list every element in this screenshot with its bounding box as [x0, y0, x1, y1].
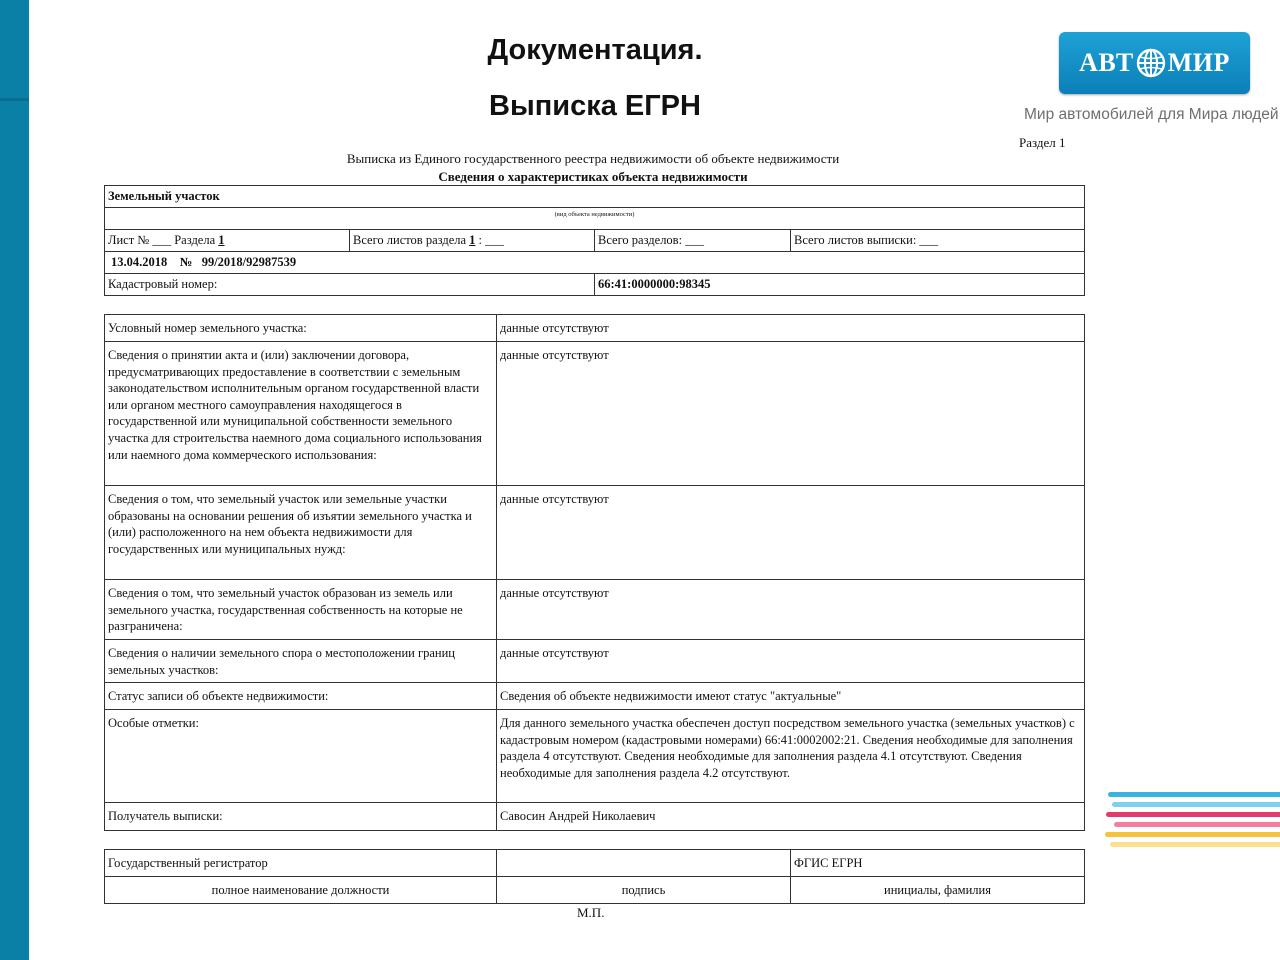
- row-label: Сведения о наличии земельного спора о местоположении границ земельных участков:: [105, 640, 497, 683]
- section-number: 1: [218, 233, 225, 247]
- logo-text-right: МИР: [1167, 48, 1230, 77]
- row-value: Савосин Андрей Николаевич: [497, 803, 1085, 831]
- row-value: данные отсутствуют: [497, 640, 1085, 683]
- total-sheets-section-label: Всего листов раздела: [353, 233, 467, 247]
- row-value: данные отсутствуют: [497, 486, 1085, 580]
- row-label: Получатель выписки:: [105, 803, 497, 831]
- stripe: [1105, 832, 1280, 837]
- globe-icon: [1136, 48, 1166, 78]
- slide-subtitle: Выписка ЕГРН: [489, 90, 701, 122]
- stripe: [1108, 792, 1280, 797]
- row-label: Условный номер земельного участка:: [105, 315, 497, 342]
- table-row: [105, 486, 1085, 580]
- registrar-label: Государственный регистратор: [105, 850, 497, 877]
- cadastral-value: 66:41:0000000:98345: [595, 274, 1085, 296]
- registrar-org: ФГИС ЕГРН: [791, 850, 1085, 877]
- section-word: Раздела: [174, 233, 216, 247]
- properties-table: [104, 314, 1085, 831]
- row-label: Сведения о том, что земельный участок или земельные участки образованы на основании решения об изъятии земельного участка и (или) расположенного на нем объекта недвижимости для государственных или муниципальных нужд:: [105, 486, 497, 580]
- section-label: Раздел 1: [1019, 135, 1066, 150]
- row-label: Сведения о том, что земельный участок образован из земель или земельного участка, государственная собственность на которые не разграничена:: [105, 580, 497, 640]
- extract-number: 99/2018/92987539: [201, 255, 297, 269]
- table-row: [105, 710, 1085, 803]
- table-row: [105, 640, 1085, 683]
- extract-date: 13.04.2018: [111, 255, 168, 269]
- sheet-info-cell: Лист № ___ Раздела 1: [105, 230, 350, 252]
- table-row: [105, 315, 1085, 342]
- object-type-caption: (вид объекта недвижимости): [105, 208, 1085, 230]
- total-sections-cell: Всего разделов: ___: [595, 230, 791, 252]
- row-value: данные отсутствуют: [497, 342, 1085, 486]
- left-accent-bar: [0, 0, 29, 960]
- stripe: [1114, 822, 1280, 827]
- caption-position: полное наименование должности: [105, 877, 497, 904]
- caption-initials: инициалы, фамилия: [791, 877, 1085, 904]
- logo-text-left: АВТ: [1079, 48, 1134, 77]
- table-row: [105, 580, 1085, 640]
- left-bar-notch: [0, 98, 29, 101]
- total-sections-label: Всего разделов:: [598, 233, 683, 247]
- table-row: [105, 342, 1085, 486]
- row-value: данные отсутствуют: [497, 315, 1085, 342]
- slide-title: Документация.: [487, 34, 703, 66]
- stripe: [1110, 842, 1280, 847]
- row-value: Сведения об объекте недвижимости имеют статус "актуальные": [497, 683, 1085, 710]
- section-sheets-cell: Всего листов раздела 1 : ___: [350, 230, 595, 252]
- table-row: [105, 803, 1085, 831]
- sheet-label: Лист №: [108, 233, 150, 247]
- avtomir-logo: [1059, 32, 1250, 94]
- total-sheets-label: Всего листов выписки:: [794, 233, 917, 247]
- brand-slogan: Мир автомобилей для Мира людей: [1024, 106, 1279, 123]
- row-value: Для данного земельного участка обеспечен доступ посредством земельного участка (земельных участков) с кадастровым номером (кадастровыми номерами) 66:41:0002002:21. Сведения необходимые для заполнения раздела 4 отсутствуют. Сведения необходимые для заполнения раздела 4.1 отсутствуют. Сведения необходимые для заполнения раздела 4.2 отсутствуют.: [497, 710, 1085, 803]
- cadastral-label: Кадастровый номер:: [105, 274, 595, 296]
- row-value: данные отсутствуют: [497, 580, 1085, 640]
- signature-cell: [497, 850, 791, 877]
- date-number-row: [105, 252, 1085, 274]
- document-heading: Выписка из Единого государственного реестра недвижимости об объекте недвижимости: [346, 151, 840, 166]
- row-label: Статус записи об объекте недвижимости:: [105, 683, 497, 710]
- header-table: [104, 185, 1085, 296]
- total-sheets-section-number: 1: [469, 233, 476, 247]
- caption-signature: подпись: [497, 877, 791, 904]
- stamp-place: М.П.: [577, 905, 605, 920]
- table-row: [105, 683, 1085, 710]
- total-sheets-cell: Всего листов выписки: ___: [791, 230, 1085, 252]
- object-type: Земельный участок: [105, 186, 1085, 208]
- row-label: Особые отметки:: [105, 710, 497, 803]
- stripe: [1106, 812, 1280, 817]
- document-subheading: Сведения о характеристиках объекта недвижимости: [438, 169, 748, 184]
- decorative-stripes: [1104, 790, 1280, 862]
- stripe: [1112, 802, 1280, 807]
- row-label: Сведения о принятии акта и (или) заключении договора, предусматривающих предоставление в соответствии с земельным законодательством исполнительным органом государственной власти или органом местного самоуправления находящегося в государственной или муниципальной собственности земельного участка для строительства наемного дома социального использования или наемного дома коммерческого использования:: [105, 342, 497, 486]
- registrar-table: [104, 849, 1085, 904]
- number-sign: №: [179, 255, 193, 269]
